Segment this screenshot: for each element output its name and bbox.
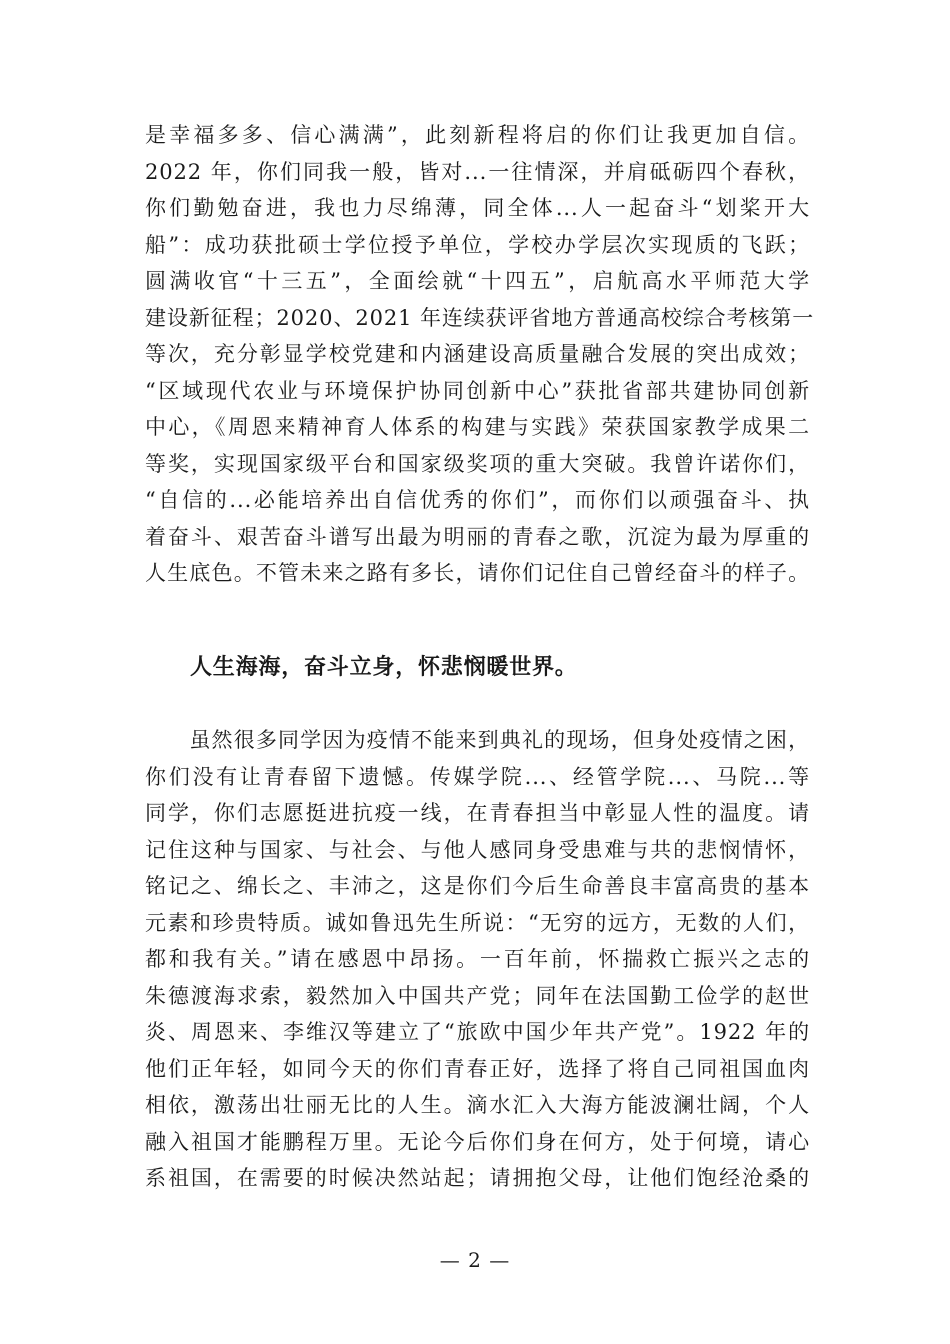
body-paragraph-2 xyxy=(145,722,810,1197)
text-line: 建设新征程；2020、2021 年连续获评省地方普通高校综合考核第一 xyxy=(145,305,815,330)
text-line: 等奖，实现国家级平台和国家级奖项的重大突破。我曾许诺你们， xyxy=(145,451,810,476)
page-number: — 2 — xyxy=(439,1248,511,1272)
text-line: 记住这种与国家、与社会、与他人感同身受患难与共的悲悯情怀， xyxy=(145,837,810,862)
text-line: 圆满收官“十三五”，全面绘就“十四五”，启航高水平师范大学 xyxy=(145,269,810,293)
text-line: “区域现代农业与环境保护协同创新中心”获批省部共建协同创新 xyxy=(145,378,810,403)
text-line: 虽然很多同学因为疫情不能来到典礼的现场，但身处疫情之困， xyxy=(145,728,810,752)
text-line: 船”：成功获批硕士学位授予单位，学校办学层次实现质的飞跃； xyxy=(145,232,810,257)
text-line: 等次，充分彰显学校党建和内涵建设高质量融合发展的突出成效； xyxy=(145,342,810,366)
text-line: 是幸福多多、信心满满”，此刻新程将启的你们让我更加自信。 xyxy=(145,123,810,147)
text-line: 他们正年轻，如同今天的你们青春正好，选择了将自己同祖国血肉 xyxy=(145,1056,810,1081)
text-line: 你们没有让青春留下遗憾。传媒学院...、经管学院...、马院...等 xyxy=(145,764,810,789)
text-line: 同学，你们志愿挺进抗疫一线，在青春担当中彰显人性的温度。请 xyxy=(145,801,810,825)
text-line: 朱德渡海求索，毅然加入中国共产党；同年在法国勤工俭学的赵世 xyxy=(145,983,810,1008)
text-line: 铭记之、绵长之、丰沛之，这是你们今后生命善良丰富高贵的基本 xyxy=(145,874,810,898)
text-line: 元素和珍贵特质。诚如鲁迅先生所说：“无穷的远方，无数的人们， xyxy=(145,910,810,935)
text-line: 中心，《周恩来精神育人体系的构建与实践》荣获国家教学成果二 xyxy=(145,415,810,439)
text-line: 你们勤勉奋进，我也力尽绵薄，同全体...人一起奋斗“划桨开大 xyxy=(145,196,810,220)
text-line: “自信的...必能培养出自信优秀的你们”，而你们以顽强奋斗、执 xyxy=(145,488,810,512)
body-paragraph-1 xyxy=(145,117,815,592)
section-heading: 人生海海，奋斗立身，怀悲悯暖世界。 xyxy=(190,655,578,680)
text-line: 融入祖国才能鹏程万里。无论今后你们身在何方，处于何境，请心 xyxy=(145,1129,810,1154)
text-line: 系祖国，在需要的时候决然站起；请拥抱父母，让他们饱经沧桑的 xyxy=(145,1166,810,1190)
text-line: 都和我有关。”请在感恩中昂扬。一百年前，怀揣救亡振兴之志的 xyxy=(145,947,810,971)
text-line: 炎、周恩来、李维汉等建立了“旅欧中国少年共产党”。1922 年的 xyxy=(145,1020,810,1044)
text-line: 人生底色。不管未来之路有多长，请你们记住自己曾经奋斗的样子。 xyxy=(145,561,810,585)
text-line: 着奋斗、艰苦奋斗谱写出最为明丽的青春之歌，沉淀为最为厚重的 xyxy=(145,524,810,549)
text-line: 2022 年，你们同我一般，皆对...一往情深，并肩砥砺四个春秋， xyxy=(145,159,810,184)
text-line: 相依，激荡出壮丽无比的人生。滴水汇入大海方能波澜壮阔，个人 xyxy=(145,1093,810,1117)
